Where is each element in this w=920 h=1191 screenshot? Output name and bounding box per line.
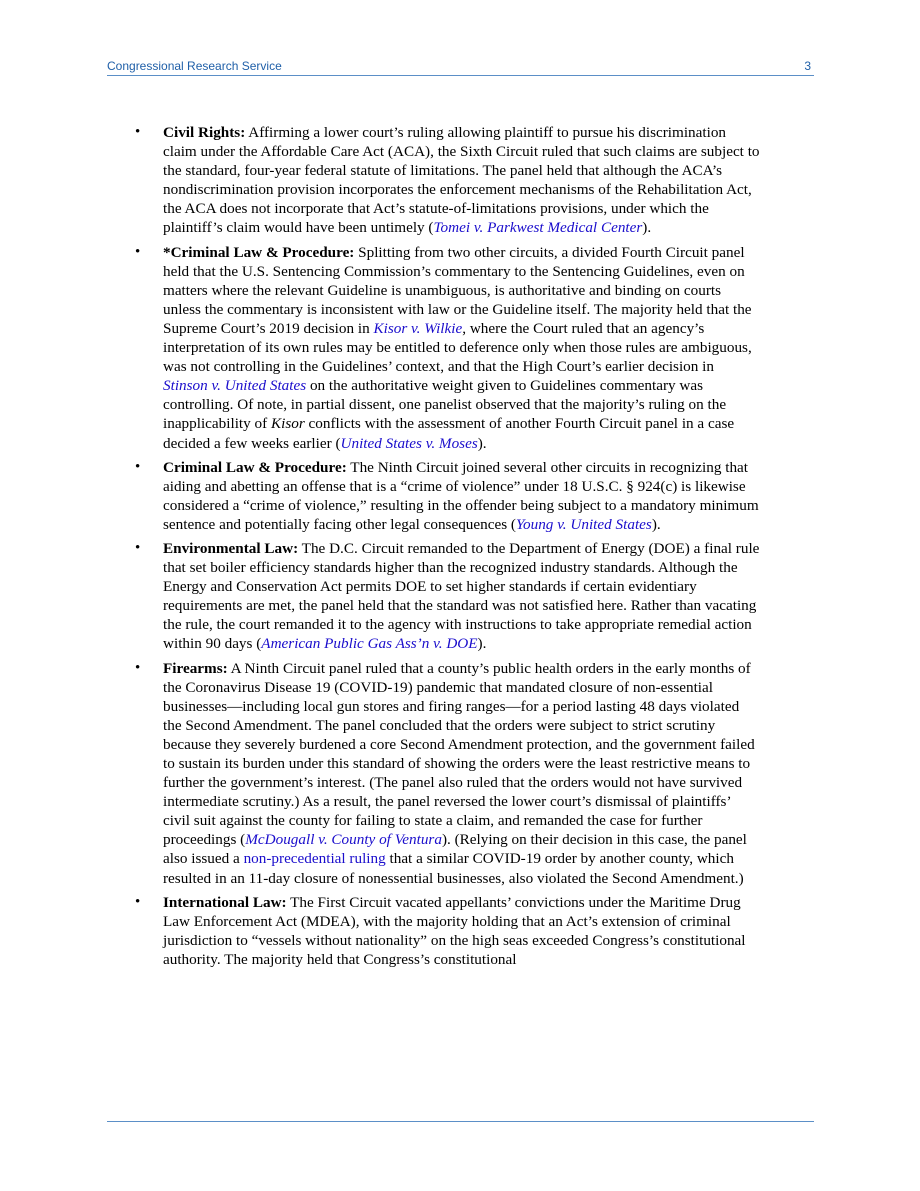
- footer-rule: [107, 1121, 814, 1122]
- case-link-moses[interactable]: United States v. Moses: [340, 434, 478, 452]
- item-text: The Ninth Circuit joined several other circuits in recognizing that aiding and abetting an offense that is a “crime of violence” under 18 U.S.C. § 924(c) is likewise considered a “crime of violence,” resulting in the offender being subject to a mandatory minimum sentence and potentially facing other legal consequences (: [163, 458, 759, 533]
- case-name-kisor: Kisor: [270, 415, 305, 433]
- non-precedential-ruling-link[interactable]: non-precedential ruling: [243, 850, 386, 868]
- list-item-environmental-law: [135, 539, 761, 654]
- page-number: 3: [804, 59, 811, 73]
- item-text: The First Circuit vacated appellants’ convictions under the Maritime Drug Law Enforcement Act (MDEA), with the majority holding that an Act’s extension of criminal jurisdiction to “vessels without nationality” on the high seas exceeded Congress’s constitutional authority. The majority held that Congress’s constitutional: [163, 893, 746, 968]
- bullet-icon: •: [135, 124, 141, 140]
- bullet-icon: •: [135, 458, 141, 475]
- item-text: on the authoritative weight given to Guidelines commentary was controlling. Of note, in partial dissent, one panelist observed that the majority’s ruling on the inapplicability of: [163, 377, 727, 433]
- item-label: *Criminal Law & Procedure:: [163, 243, 355, 261]
- case-link-stinson[interactable]: Stinson v. United States: [163, 377, 307, 395]
- list-item-criminal-law-ninth-circuit: [135, 458, 761, 534]
- item-text: ).: [651, 515, 661, 533]
- list-item-civil-rights: [135, 123, 761, 238]
- list-item-criminal-law-fourth-circuit: [135, 243, 761, 453]
- organization-name: Congressional Research Service: [107, 59, 282, 73]
- bullet-list: [135, 123, 761, 974]
- item-text: A Ninth Circuit panel ruled that a county’s public health orders in the early months of the Coronavirus Disease 19 (COVID-19) pandemic that mandated closure of non-essential businesses—including local gun stores and firing ranges—for a period lasting 48 days violated the Second Amendment. The panel concluded that the orders were subject to strict scrutiny because they severely burdened a core Second Amendment protection, and the government failed to sustain its burden under this standard of showing the orders were the least restrictive means to further the government’s interest. (The panel also ruled that the orders would not have survived intermediate scrutiny.) As a result, the panel reversed the lower court’s dismissal of plaintiffs’ civil suit against the county for failing to state a claim, and remanded the case for further proceedings (: [163, 659, 755, 849]
- page-header: [107, 57, 814, 75]
- item-text: conflicts with the assessment of another Fourth Circuit panel in a case decided a few weeks earlier (: [163, 415, 735, 452]
- bullet-icon: •: [135, 243, 141, 260]
- case-link-tomei[interactable]: Tomei v. Parkwest Medical Center: [433, 219, 643, 237]
- list-item-firearms: [135, 659, 761, 888]
- item-text: , where the Court ruled that an agency’s interpretation of its own rules may be entitled to deference only when those rules are ambiguous, was not controlling in the Guidelines’ context, and that the High Court’s earlier decision in: [163, 319, 752, 376]
- bullet-icon: •: [135, 659, 141, 676]
- header-rule: [107, 75, 814, 76]
- case-link-american-public-gas[interactable]: American Public Gas Ass’n v. DOE: [261, 635, 478, 653]
- item-label: International Law:: [163, 893, 287, 911]
- case-link-mcdougall[interactable]: McDougall v. County of Ventura: [245, 831, 442, 849]
- item-text: ).: [477, 635, 487, 653]
- list-item-international-law: [135, 893, 761, 969]
- item-label: Firearms:: [163, 659, 228, 677]
- case-link-kisor[interactable]: Kisor v. Wilkie: [373, 319, 463, 337]
- item-label: Criminal Law & Procedure:: [163, 458, 347, 476]
- item-text: ).: [642, 219, 652, 237]
- item-text: ).: [477, 434, 487, 452]
- item-text: Affirming a lower court’s ruling allowing plaintiff to pursue his discrimination claim under the Affordable Care Act (ACA), the Sixth Circuit ruled that such claims are subject to the standard, four-year federal statute of limitations. The panel held that although the ACA’s nondiscrimination provision incorporates the enforcement mechanisms of the Rehabilitation Act, the ACA does not incorporate that Act’s statute-of-limitations provisions, under which the plaintiff’s claim would have been untimely (: [163, 124, 760, 237]
- item-text: Splitting from two other circuits, a divided Fourth Circuit panel held that the U.S. Sentencing Commission’s commentary to the Sentencing Guidelines, even on matters where the relevant Guideline is unambiguous, is authoritative and binding on courts unless the commentary is inconsistent with law or the Guideline itself. The majority held that the Supreme Court’s 2019 decision in: [163, 243, 752, 337]
- case-link-young[interactable]: Young v. United States: [515, 515, 652, 533]
- item-label: Environmental Law:: [163, 539, 299, 557]
- bullet-icon: •: [135, 539, 141, 556]
- item-text: The D.C. Circuit remanded to the Department of Energy (DOE) a final rule that set boiler efficiency standards higher than the recognized industry standards. Although the Energy and Conservation Act permits DOE to set higher standards if certain evidentiary requirements are met, the panel held that the standard was not satisfied here. Rather than vacating the rule, the court remanded it to the agency with instructions to take appropriate remedial action within 90 days (: [163, 539, 760, 653]
- item-label: Civil Rights:: [163, 124, 246, 141]
- item-text: ). (Relying on their decision in this case, the panel also issued a: [163, 831, 747, 868]
- item-text: that a similar COVID-19 order by another county, which resulted in an 11-day closure of nonessential businesses, also violated the Second Amendment.): [163, 850, 744, 887]
- bullet-icon: •: [135, 893, 141, 910]
